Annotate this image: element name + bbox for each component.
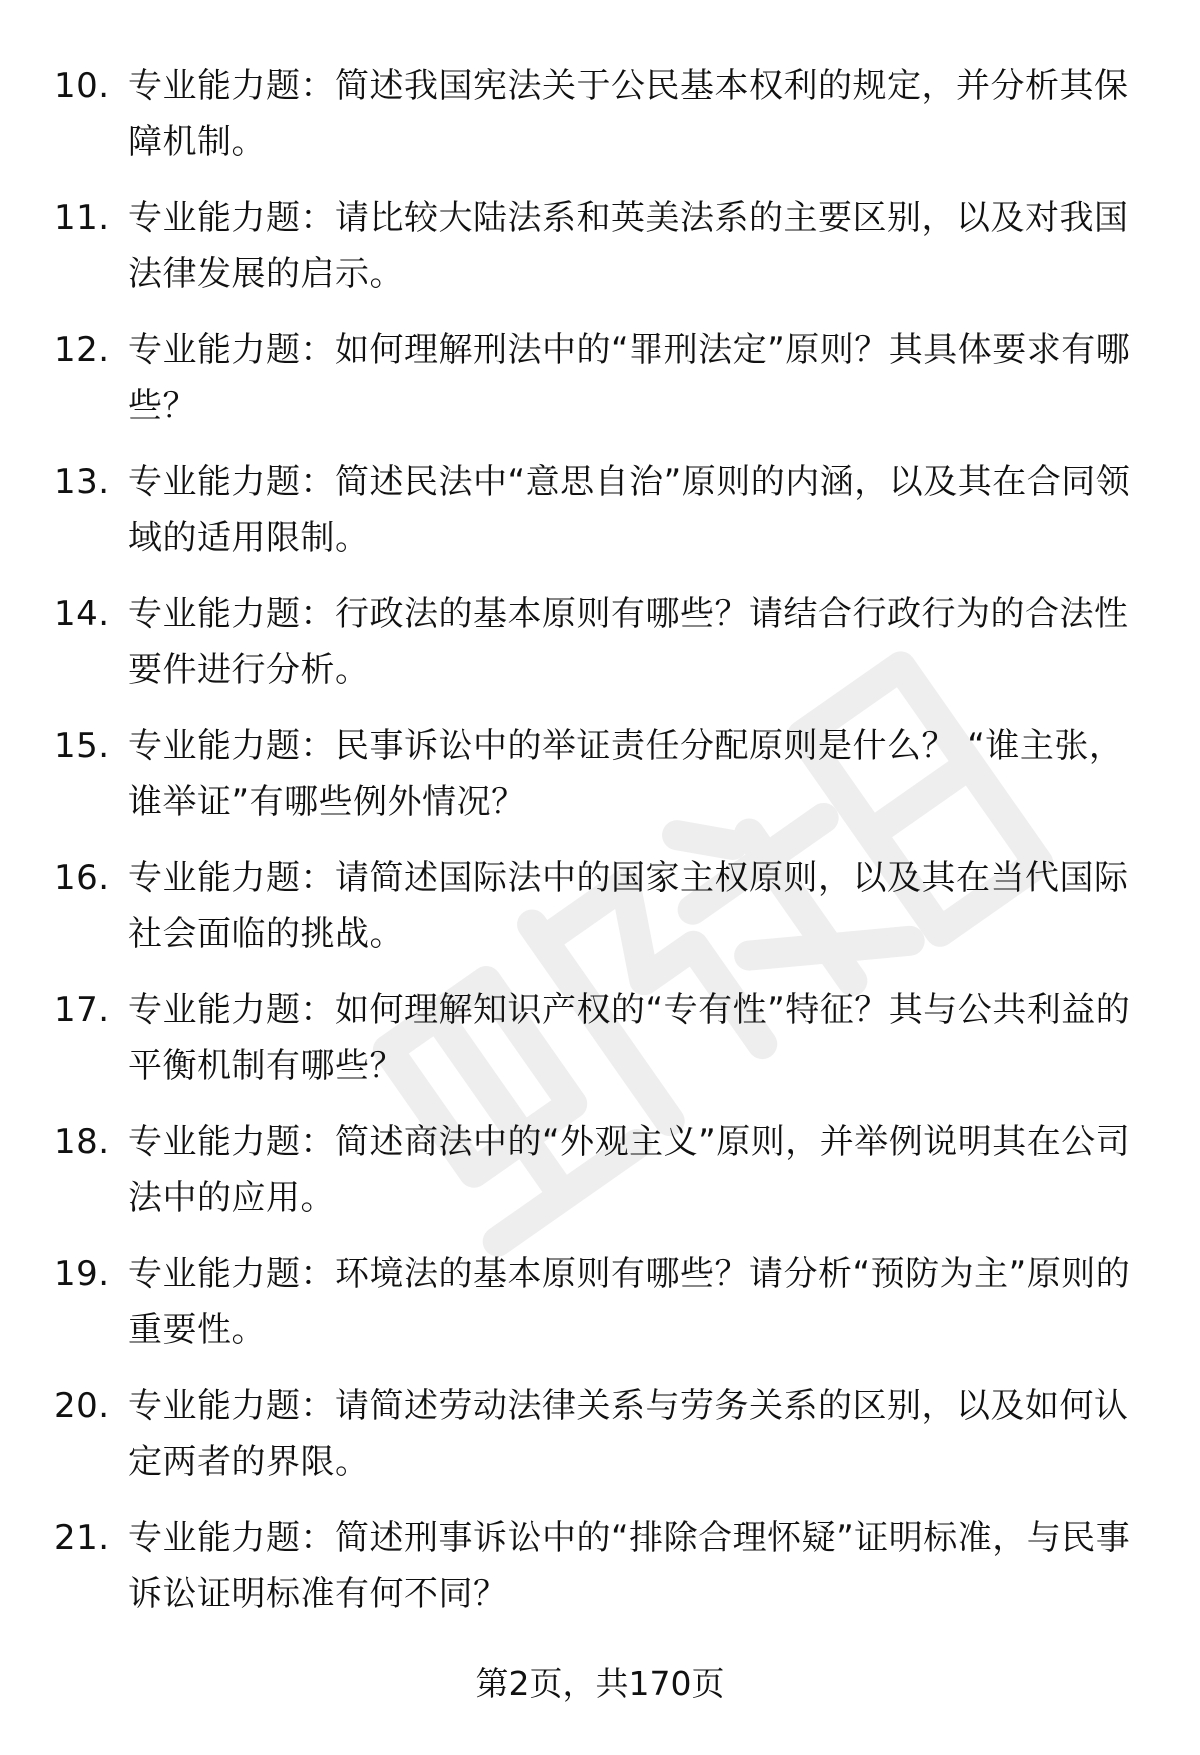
question-text: 专业能力题：简述我国宪法关于公民基本权利的规定，并分析其保障机制。: [128, 66, 1129, 162]
question-item: [0, 586, 1200, 718]
question-number: 18.: [54, 1122, 110, 1162]
question-number: 15.: [54, 726, 110, 766]
question-item: [0, 322, 1200, 454]
question-text: 专业能力题：简述民法中“意思自治”原则的内涵，以及其在合同领域的适用限制。: [128, 462, 1131, 558]
question-text: 专业能力题：如何理解知识产权的“专有性”特征？其与公共利益的平衡机制有哪些？: [128, 990, 1131, 1086]
question-text: 专业能力题：请比较大陆法系和英美法系的主要区别，以及对我国法律发展的启示。: [128, 198, 1129, 294]
question-number: 16.: [54, 858, 110, 898]
question-number: 10.: [54, 66, 110, 106]
question-number: 13.: [54, 462, 110, 502]
question-text: 专业能力题：请简述劳动法律关系与劳务关系的区别，以及如何认定两者的界限。: [128, 1386, 1129, 1482]
question-number: 12.: [54, 330, 110, 370]
question-item: [0, 1510, 1200, 1642]
question-item: [0, 718, 1200, 850]
question-item: [0, 58, 1200, 190]
question-list: [0, 58, 1200, 1642]
question-item: [0, 1114, 1200, 1246]
question-text: 专业能力题：请简述国际法中的国家主权原则，以及其在当代国际社会面临的挑战。: [128, 858, 1129, 954]
question-number: 19.: [54, 1254, 110, 1294]
question-text: 专业能力题：行政法的基本原则有哪些？请结合行政行为的合法性要件进行分析。: [128, 594, 1129, 690]
question-text: 专业能力题：环境法的基本原则有哪些？请分析“预防为主”原则的重要性。: [128, 1254, 1131, 1350]
question-text: 专业能力题：简述商法中的“外观主义”原则，并举例说明其在公司法中的应用。: [128, 1122, 1131, 1218]
question-item: [0, 850, 1200, 982]
question-item: [0, 1378, 1200, 1510]
question-text: 专业能力题：如何理解刑法中的“罪刑法定”原则？其具体要求有哪些？: [128, 330, 1131, 426]
question-item: [0, 190, 1200, 322]
question-number: 20.: [54, 1386, 110, 1426]
question-number: 17.: [54, 990, 110, 1030]
question-number: 14.: [54, 594, 110, 634]
question-item: [0, 982, 1200, 1114]
question-text: 专业能力题：民事诉讼中的举证责任分配原则是什么？ “谁主张，谁举证”有哪些例外情况？: [128, 726, 1124, 822]
question-number: 11.: [54, 198, 110, 238]
page-footer: 第2页，共170页: [475, 1664, 725, 1703]
question-number: 21.: [54, 1518, 110, 1558]
question-item: [0, 1246, 1200, 1378]
question-text: 专业能力题：简述刑事诉讼中的“排除合理怀疑”证明标准，与民事诉讼证明标准有何不同？: [128, 1518, 1131, 1614]
question-item: [0, 454, 1200, 586]
